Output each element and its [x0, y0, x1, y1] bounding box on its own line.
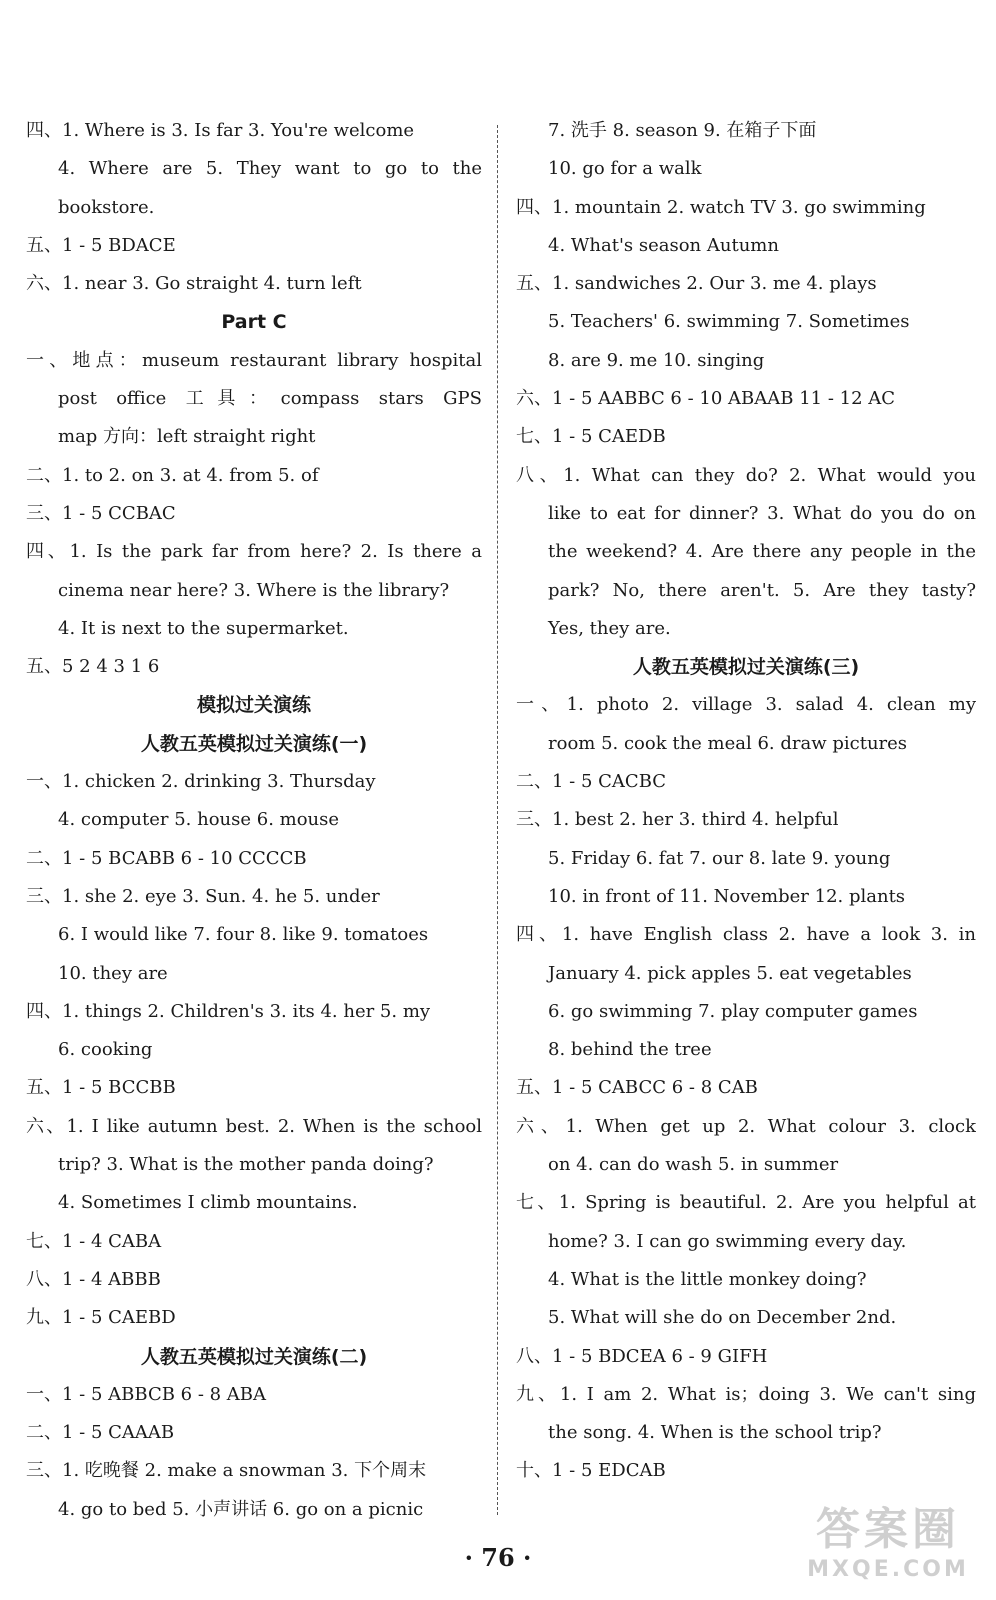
answer-line: 五、1 - 5 BDACE [26, 234, 176, 256]
section-heading: 模拟过关演练 [196, 694, 311, 717]
answer-line: 8. behind the tree [548, 1039, 712, 1061]
answer-line: post office 工具：compass stars GPS [58, 388, 482, 410]
answer-line: 四、1. Is the park far from here? 2. Is there a [26, 541, 482, 563]
answer-line: 六、1. I like autumn best. 2. When is the school [26, 1115, 482, 1137]
answer-line: 五、5 2 4 3 1 6 [26, 656, 160, 678]
answer-line: 5. What will she do on December 2nd. [548, 1307, 897, 1329]
column-divider [497, 125, 498, 1515]
answer-line: 6. go swimming 7. play computer games [548, 1000, 918, 1022]
answer-line: Yes, they are. [548, 617, 671, 639]
answer-line: 四、1. mountain 2. watch TV 3. go swimming [516, 196, 926, 218]
answer-line: 10. go for a walk [548, 158, 702, 180]
answer-line: 10. in front of 11. November 12. plants [548, 885, 906, 907]
answer-line: on 4. can do wash 5. in summer [548, 1154, 839, 1176]
answer-line: January 4. pick apples 5. eat vegetables [548, 962, 912, 984]
answer-line: 六、1. When get up 2. What colour 3. clock [516, 1115, 976, 1137]
answer-line: 三、1. she 2. eye 3. Sun. 4. he 5. under [26, 885, 380, 907]
answer-line: 六、1 - 5 AABBC 6 - 10 ABAAB 11 - 12 AC [516, 388, 896, 410]
answer-line: 四、1. Where is 3. Is far 3. You're welcome [26, 120, 415, 141]
answer-line: 一、1. photo 2. village 3. salad 4. clean my [516, 694, 976, 716]
answer-line: 三、1 - 5 CCBAC [26, 502, 176, 524]
answer-line: 5. Teachers' 6. swimming 7. Sometimes [548, 311, 910, 333]
answer-line: 五、1. sandwiches 2. Our 3. me 4. plays [516, 273, 877, 295]
section-heading: Part C [221, 311, 287, 334]
answer-line: 一、地点：museum restaurant library hospital [26, 349, 482, 371]
answer-line: map 方向：left straight right [58, 426, 316, 448]
answer-line: 三、1. best 2. her 3. third 4. helpful [516, 809, 839, 831]
watermark-url: MXQE.COM [807, 1557, 969, 1582]
answer-line: 一、1 - 5 ABBCB 6 - 8 ABA [26, 1383, 267, 1405]
section-heading: 人教五英模拟过关演练(一) [140, 732, 368, 755]
section-heading: 人教五英模拟过关演练(二) [140, 1345, 368, 1368]
page-number: · 76 · [464, 1543, 532, 1572]
answer-line: home? 3. I can go swimming every day. [548, 1230, 907, 1252]
watermark-logo [790, 1493, 986, 1593]
answer-line: 4. It is next to the supermarket. [58, 617, 349, 639]
right-column [516, 112, 976, 1491]
answer-line: 八、1 - 4 ABBB [26, 1268, 161, 1290]
answer-line: 二、1 - 5 CAAAB [26, 1422, 175, 1444]
answer-line: 五、1 - 5 BCCBB [26, 1077, 176, 1099]
answer-line: 七、1 - 4 CABA [26, 1230, 162, 1252]
answer-line: 4. What's season Autumn [548, 234, 779, 256]
answer-line: 七、1. Spring is beautiful. 2. Are you helpful at [516, 1192, 976, 1214]
answer-line: 三、1. 吃晚餐 2. make a snowman 3. 下个周末 [26, 1460, 427, 1482]
section-heading: 人教五英模拟过关演练(三) [632, 656, 860, 679]
answer-line: 6. cooking [58, 1039, 153, 1061]
answer-line: 九、1 - 5 CAEBD [26, 1307, 176, 1329]
answer-line: bookstore. [58, 196, 155, 218]
answer-line: 二、1. to 2. on 3. at 4. from 5. of [26, 464, 319, 486]
left-column [26, 112, 482, 1529]
answer-line: 二、1 - 5 BCABB 6 - 10 CCCCB [26, 847, 307, 869]
answer-line: 10. they are [58, 962, 168, 984]
answer-line: the weekend? 4. Are there any people in the [548, 541, 976, 563]
answer-line: 4. Where are 5. They want to go to the [58, 158, 482, 180]
answer-line: 八、1 - 5 BDCEA 6 - 9 GIFH [516, 1345, 768, 1367]
answer-line: trip? 3. What is the mother panda doing? [58, 1154, 434, 1176]
answer-line: 4. What is the little monkey doing? [548, 1268, 867, 1290]
answer-line: 四、1. things 2. Children's 3. its 4. her 5. my [26, 1000, 431, 1022]
answer-line: 七、1 - 5 CAEDB [516, 426, 666, 448]
answer-line: 4. computer 5. house 6. mouse [58, 809, 340, 831]
answer-line: 四、1. have English class 2. have a look 3. in [516, 924, 976, 946]
answer-line: cinema near here? 3. Where is the library? [58, 579, 450, 601]
answer-line: 五、1 - 5 CABCC 6 - 8 CAB [516, 1077, 758, 1099]
answer-line: 十、1 - 5 EDCAB [516, 1460, 666, 1482]
answer-line: 八、1. What can they do? 2. What would you [516, 464, 976, 486]
watermark-text: 答案圈 [816, 1504, 960, 1555]
answer-line: 六、1. near 3. Go straight 4. turn left [26, 273, 362, 295]
answer-line: 6. I would like 7. four 8. like 9. tomatoes [58, 924, 429, 946]
answer-line: 4. Sometimes I climb mountains. [58, 1192, 358, 1214]
answer-line: the song. 4. When is the school trip? [548, 1422, 882, 1444]
answer-line: 7. 洗手 8. season 9. 在箱子下面 [548, 120, 817, 141]
answer-line: 4. go to bed 5. 小声讲话 6. go on a picnic [58, 1498, 424, 1520]
answer-line: room 5. cook the meal 6. draw pictures [548, 732, 908, 754]
answer-line: 一、1. chicken 2. drinking 3. Thursday [26, 771, 376, 793]
answer-line: 8. are 9. me 10. singing [548, 349, 765, 371]
answer-line: 九、1. I am 2. What is；doing 3. We can't sing [516, 1383, 976, 1405]
answer-line: park? No, there aren't. 5. Are they tasty? [548, 579, 976, 601]
answer-line: 5. Friday 6. fat 7. our 8. late 9. young [548, 847, 891, 869]
answer-line: 二、1 - 5 CACBC [516, 771, 667, 793]
answer-line: like to eat for dinner? 3. What do you do on [548, 502, 976, 524]
